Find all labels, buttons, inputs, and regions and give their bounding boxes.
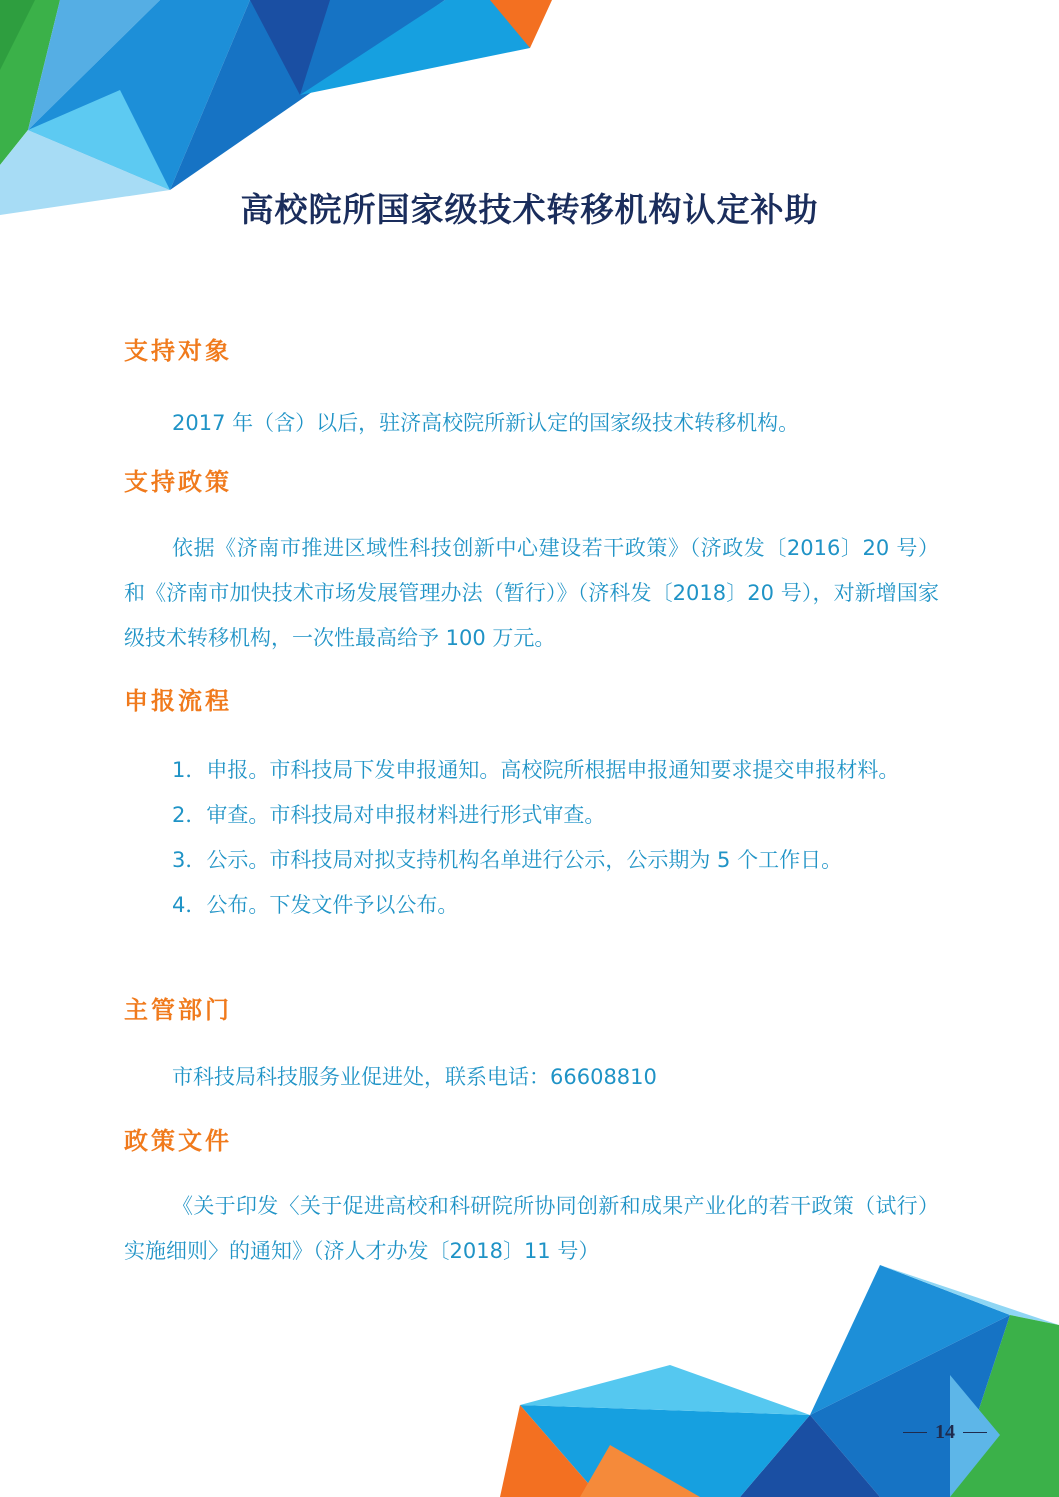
section-heading-department: 主管部门 bbox=[124, 995, 232, 1024]
department-text: 市科技局科技服务业促进处，联系电话：66608810 bbox=[172, 1065, 657, 1089]
section-heading-documents: 政策文件 bbox=[124, 1126, 232, 1155]
section-heading-policy: 支持政策 bbox=[124, 467, 232, 496]
documents-text: 《关于印发〈关于促进高校和科研院所协同创新和成果产业化的若干政策（试行）实施细则〉的通知》（济人才办发〔2018〕11 号） bbox=[124, 1194, 939, 1263]
section-target bbox=[124, 334, 939, 446]
page-title: 高校院所国家级技术转移机构认定补助 bbox=[240, 190, 819, 229]
bottom-decoration-graphic bbox=[500, 1255, 1059, 1497]
section-heading-target: 支持对象 bbox=[124, 336, 232, 365]
page-number-rule-left bbox=[903, 1432, 927, 1433]
target-text: 2017 年（含）以后，驻济高校院所新认定的国家级技术转移机构。 bbox=[172, 411, 800, 435]
section-policy bbox=[124, 465, 939, 661]
section-documents bbox=[124, 1124, 939, 1274]
process-step: 2．审查。市科技局对申报材料进行形式审查。 bbox=[172, 803, 606, 827]
section-heading-process: 申报流程 bbox=[124, 686, 232, 715]
policy-text: 依据《济南市推进区域性科技创新中心建设若干政策》（济政发〔2016〕20 号）和《济南市加快技术市场发展管理办法（暂行）》（济科发〔2018〕20 号），对新增国家级技术转移机构，一次性最高给予 100 万元。 bbox=[124, 536, 939, 650]
process-step: 3．公示。市科技局对拟支持机构名单进行公示，公示期为 5 个工作日。 bbox=[172, 848, 843, 872]
process-step: 4．公布。下发文件予以公布。 bbox=[172, 893, 459, 917]
page-number-rule-right bbox=[963, 1432, 987, 1433]
section-department bbox=[124, 993, 939, 1100]
page-number bbox=[895, 1418, 995, 1446]
process-step: 1．申报。市科技局下发申报通知。高校院所根据申报通知要求提交申报材料。 bbox=[172, 758, 900, 782]
section-process bbox=[124, 684, 939, 928]
page-number-value: 14 bbox=[935, 1420, 955, 1443]
process-steps bbox=[124, 748, 939, 928]
